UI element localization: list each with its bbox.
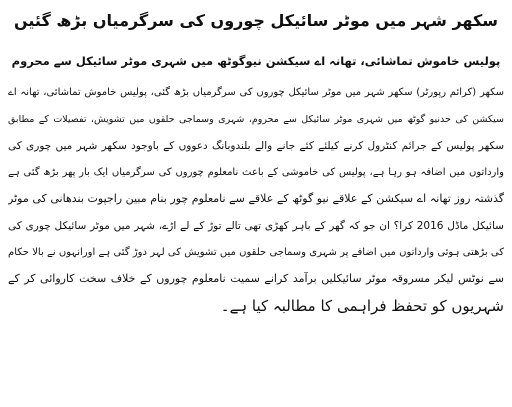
- body-line: شہریوں کو تحفظ فراہمی کا مطالبہ کیا ہے۔: [220, 296, 504, 315]
- body-line: وارداتوں میں اضافہ ہو رہا ہے، پولیس کی خاموشی کے باعث نامعلوم چوروں کی سرگرمیاں ایک بار پھر بڑھ گئی ہے: [8, 166, 504, 178]
- body-line: سکھر (کرائم رپورٹر) سکھر شہر میں موٹر سائیکل چوروں کی سرگرمیاں بڑھ گئی، پولیس خاموش تماشائی، تھانہ اے: [8, 87, 504, 98]
- body-line: سیکشن کی حدنیو گوٹھ میں شہری موٹر سائیکل سے محروم، شہری وسماجی حلقوں میں تشویش، تفصیلات کے مطابق: [8, 113, 504, 125]
- body-line: سے نوٹس لیکر مسروقہ موٹر سائیکلیں برآمد کرانے سمیت نامعلوم چوروں کے خلاف سخت کاروائی کر کے: [8, 272, 504, 286]
- body-line: گذشتہ روز تھانہ اے سیکشن کے علاقے نیو گوٹھ کے علاقے سے نامعلوم چور بنام مبین راجپوت بندھانی کی موٹر: [8, 192, 504, 206]
- body-line: کی بڑھتی ہوئی وارداتوں میں اضافے پر شہری وسماجی حلقوں میں تشویش کی لہر دوڑ گئی ہے اورانہوں نے بالا حکام: [8, 246, 504, 258]
- article-body: [8, 80, 504, 319]
- article-subheadline: پولیس خاموش تماشائی، تھانہ اے سیکشن نیوگوٹھ میں شہری موٹر سائیکل سے محروم: [11, 54, 501, 68]
- body-line: سائیکل ماڈل 2016 کرا؟ ان جو کہ گھر کے باہر کھڑی تھی تالے توڑ کے لے اڑے، شہر میں موٹر سائیکل چوری کی: [8, 219, 504, 232]
- article-headline: سکھر شہر میں موٹر سائیکل چوروں کی سرگرمیاں بڑھ گئیں: [14, 11, 498, 30]
- body-line: سکھر پولیس کے جرائم کنٹرول کرنے کیلئے کئے جانے والے بلندوبانگ دعووں کے باوجود سکھر شہر میں چوری کی: [8, 140, 504, 153]
